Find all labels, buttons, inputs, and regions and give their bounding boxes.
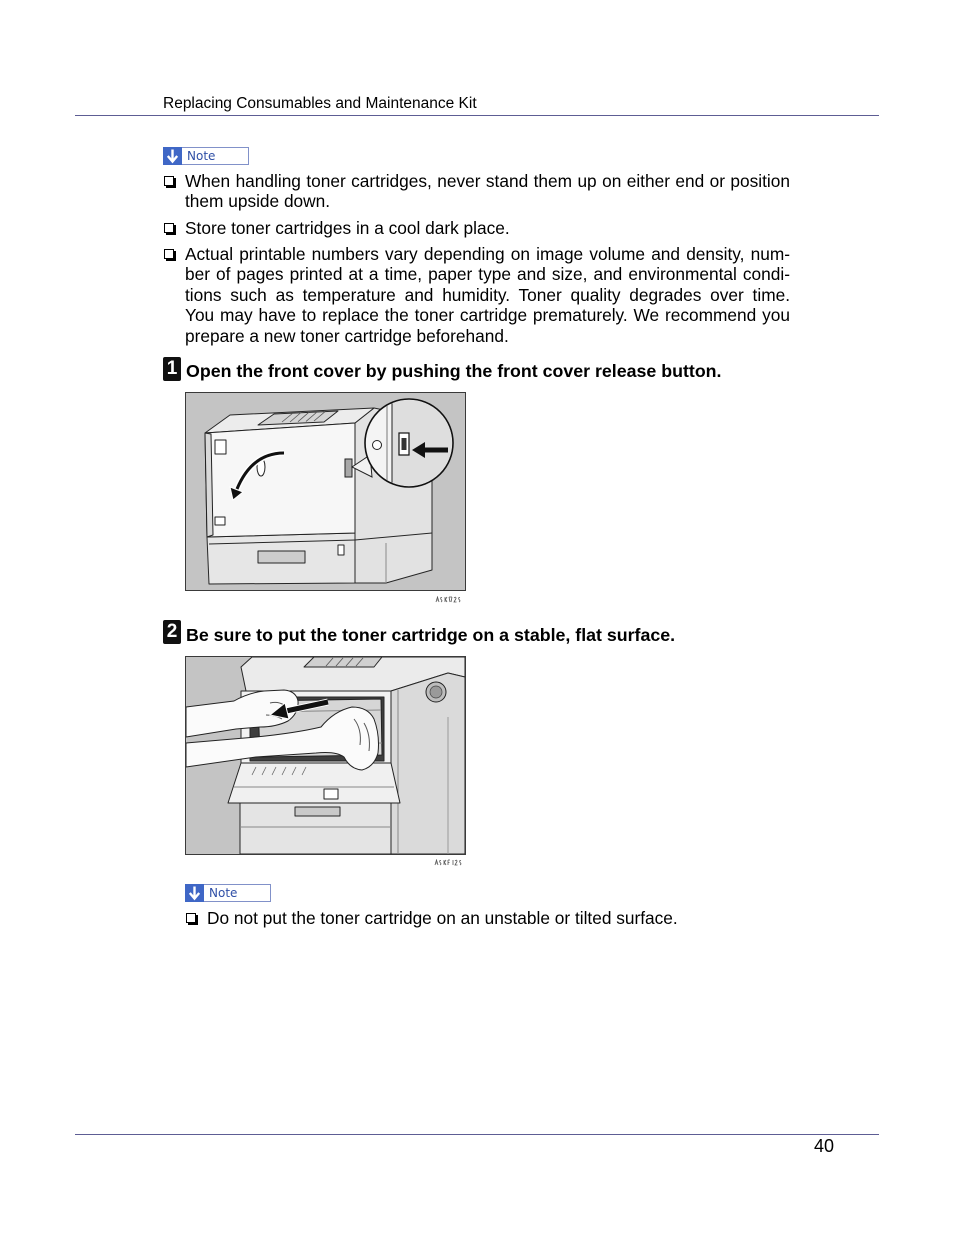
cover-latch bbox=[324, 789, 338, 799]
checkbox-bullet-icon bbox=[164, 223, 174, 233]
step-number-badge: 2 bbox=[163, 620, 181, 644]
text-line: You may have to replace the toner cartridge prematurely. We recommend you bbox=[185, 305, 790, 326]
paper-tray-handle bbox=[258, 551, 305, 563]
note-badge bbox=[185, 884, 271, 902]
note-badge bbox=[163, 147, 249, 165]
note-item-text bbox=[185, 171, 790, 212]
page-number: 40 bbox=[813, 1136, 834, 1156]
step-instruction: Open the front cover by pushing the front cover release button. bbox=[186, 361, 722, 381]
step-number-badge: 1 bbox=[163, 357, 181, 381]
header-rule bbox=[75, 115, 879, 116]
text-line: Store toner cartridges in a cool dark place. bbox=[185, 218, 510, 238]
figure-code-mark bbox=[435, 596, 465, 603]
note-item-text bbox=[207, 908, 812, 928]
text-line: ber of pages printed at a time, paper type and size, and environmental condi- bbox=[185, 264, 790, 285]
vent-grille bbox=[426, 682, 446, 702]
down-arrow-icon bbox=[185, 884, 204, 902]
note-item bbox=[163, 171, 790, 212]
figure-remove-toner bbox=[185, 656, 466, 855]
figure-code-mark bbox=[434, 859, 465, 866]
front-cover bbox=[205, 423, 355, 537]
note-item bbox=[163, 218, 790, 238]
text-line: them upside down. bbox=[185, 191, 331, 212]
figure-open-front-cover bbox=[185, 392, 466, 591]
toner-removal-illustration bbox=[186, 657, 465, 854]
text-line: tions such as temperature and humidity. Toner quality degrades over time. bbox=[185, 284, 790, 305]
note-item-text bbox=[185, 244, 790, 346]
text-line: When handling toner cartridges, never stand them up on either end or position bbox=[185, 171, 790, 191]
open-front-cover bbox=[228, 763, 400, 803]
text-line: Actual printable numbers vary depending on image volume and density, num- bbox=[185, 244, 790, 264]
release-button-closeup bbox=[399, 433, 409, 455]
down-arrow-icon bbox=[163, 147, 182, 165]
checkbox-bullet-icon bbox=[164, 249, 174, 259]
note-item bbox=[163, 244, 790, 346]
footer-rule bbox=[75, 1134, 879, 1135]
step-instruction: Be sure to put the toner cartridge on a stable, flat surface. bbox=[186, 625, 676, 645]
text-line: Do not put the toner cartridge on an unstable or tilted surface. bbox=[207, 908, 678, 928]
note-label: Note bbox=[182, 147, 249, 165]
running-header: Replacing Consumables and Maintenance Kit bbox=[163, 95, 477, 112]
front-cover-illustration bbox=[186, 393, 465, 590]
checkbox-bullet-icon bbox=[164, 176, 174, 186]
note-item bbox=[185, 908, 812, 928]
paper-tray-handle bbox=[295, 807, 340, 816]
text-line: prepare a new toner cartridge beforehand. bbox=[185, 325, 509, 346]
note-item-text bbox=[185, 218, 790, 238]
note-label: Note bbox=[204, 884, 271, 902]
release-button bbox=[345, 459, 352, 477]
checkbox-bullet-icon bbox=[186, 913, 196, 923]
